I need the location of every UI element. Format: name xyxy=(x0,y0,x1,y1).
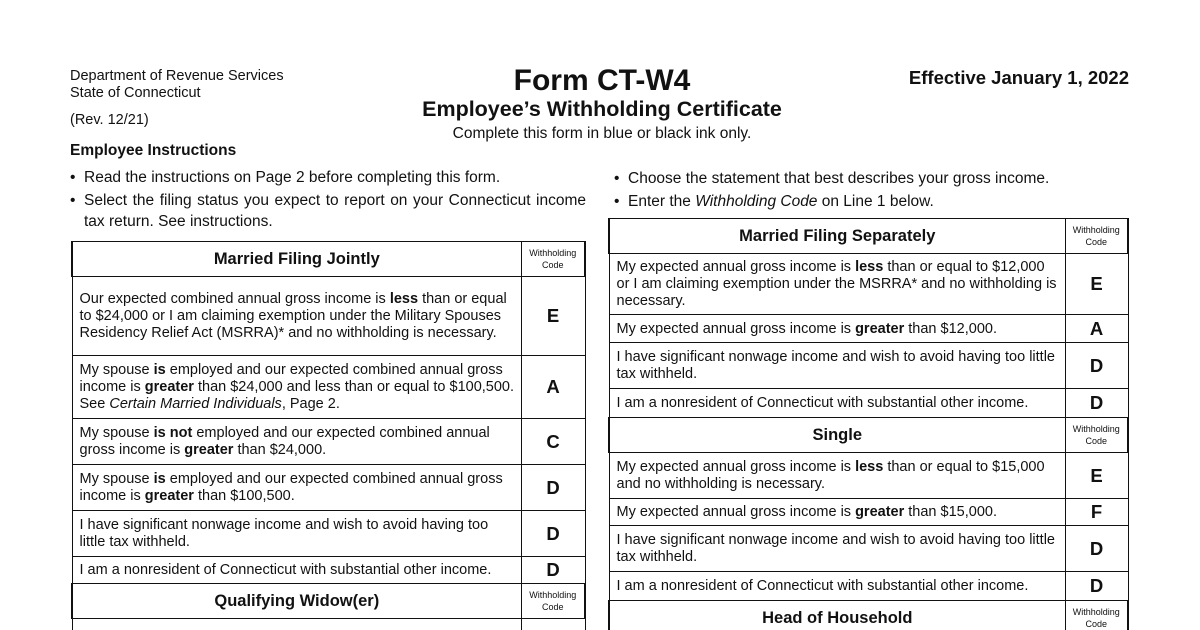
effective-date: Effective January 1, 2022 xyxy=(908,67,1129,88)
table-row: My expected annual gross income is less than or equal to $12,000 or I am claiming exemption under the MSRRA* and no withholding is necessary. E xyxy=(609,254,1128,315)
married-separately-table xyxy=(608,218,1129,630)
section-header xyxy=(609,219,1128,254)
right-instructions xyxy=(614,168,1130,214)
table-row: My spouse is employed and our expected combined annual gross income is greater than $24,000 and less than or equal to $100,500. See Certain Married Individuals, Page 2. A xyxy=(72,356,585,419)
department-line: Department of Revenue Services xyxy=(70,68,284,84)
table-row: My spouse is not employed and our expected combined annual gross income is greater than $24,000. C xyxy=(72,419,585,465)
instruction-item: • Enter the Withholding Code on Line 1 below. xyxy=(614,191,1130,212)
section-title: Head of Household xyxy=(609,601,1065,630)
code-column-header: Withholding Code xyxy=(1065,601,1128,630)
withholding-code: F xyxy=(1065,499,1128,526)
withholding-code: D xyxy=(521,465,585,511)
section-title: Single xyxy=(609,418,1065,453)
table-row: I have significant nonwage income and wish to avoid having too little tax withheld. D xyxy=(609,343,1128,389)
withholding-code: D xyxy=(1065,343,1128,389)
ink-note: Complete this form in blue or black ink only. xyxy=(452,125,752,142)
code-column-header: Withholding Code xyxy=(1065,418,1128,453)
code-column-header: Withholding Code xyxy=(521,242,585,277)
withholding-code: E xyxy=(521,277,585,356)
withholding-code: E xyxy=(1065,254,1128,315)
section-title: Qualifying Widow(er) xyxy=(72,584,521,619)
instructions-heading: Employee Instructions xyxy=(70,142,237,159)
instruction-item: • Select the filing status you expect to report on your Connecticut income tax return. See instructions. xyxy=(70,190,586,232)
form-subtitle: Employee’s Withholding Certificate xyxy=(422,97,782,121)
instruction-item: • Choose the statement that best describes your gross income. xyxy=(614,168,1130,189)
department-name xyxy=(70,68,284,102)
withholding-code: D xyxy=(521,557,585,584)
table-row: I am a nonresident of Connecticut with substantial other income. D xyxy=(609,572,1128,601)
instruction-item: • Read the instructions on Page 2 before completing this form. xyxy=(70,167,586,188)
table-row: Our expected combined annual gross income is less than or equal to $24,000 or I am claiming exemption under the Military Spouses Residency Relief Act (MSRRA)* and no withholding is necessary. E xyxy=(72,277,585,356)
revision-label: (Rev. 12/21) xyxy=(70,112,149,128)
table-row: My expected annual gross income is greater than $15,000. F xyxy=(609,499,1128,526)
form-title: Form CT-W4 xyxy=(513,64,691,97)
withholding-code: D xyxy=(1065,389,1128,418)
left-instructions xyxy=(70,167,586,234)
table-row: My expected annual gross income is greater than $12,000. A xyxy=(609,315,1128,343)
section-title: Married Filing Jointly xyxy=(72,242,521,277)
withholding-code: D xyxy=(521,511,585,557)
married-jointly-table xyxy=(71,241,586,630)
section-header xyxy=(609,418,1128,453)
table-row: I am a nonresident of Connecticut with substantial other income. D xyxy=(609,389,1128,418)
table-row: My spouse is employed and our expected combined annual gross income is greater than $100,500. D xyxy=(72,465,585,511)
table-row: I have significant nonwage income and wish to avoid having too little tax withheld. D xyxy=(609,526,1128,572)
code-column-header: Withholding Code xyxy=(1065,219,1128,254)
section-header xyxy=(609,601,1128,630)
withholding-code: D xyxy=(1065,526,1128,572)
withholding-code: E xyxy=(1065,453,1128,499)
withholding-code: C xyxy=(521,419,585,465)
table-row: My expected annual gross income is less than or equal to $15,000 and no withholding is necessary. E xyxy=(609,453,1128,499)
section-header xyxy=(72,242,585,277)
withholding-code: A xyxy=(521,356,585,419)
withholding-code: D xyxy=(1065,572,1128,601)
table-row: I am a nonresident of Connecticut with substantial other income. D xyxy=(72,557,585,584)
code-column-header: Withholding Code xyxy=(521,584,585,619)
section-title: Married Filing Separately xyxy=(609,219,1065,254)
withholding-code: A xyxy=(1065,315,1128,343)
table-row: I have significant nonwage income and wish to avoid having too little tax withheld. D xyxy=(72,511,585,557)
section-header xyxy=(72,584,585,619)
table-row xyxy=(72,619,585,630)
state-line: State of Connecticut xyxy=(70,85,201,101)
